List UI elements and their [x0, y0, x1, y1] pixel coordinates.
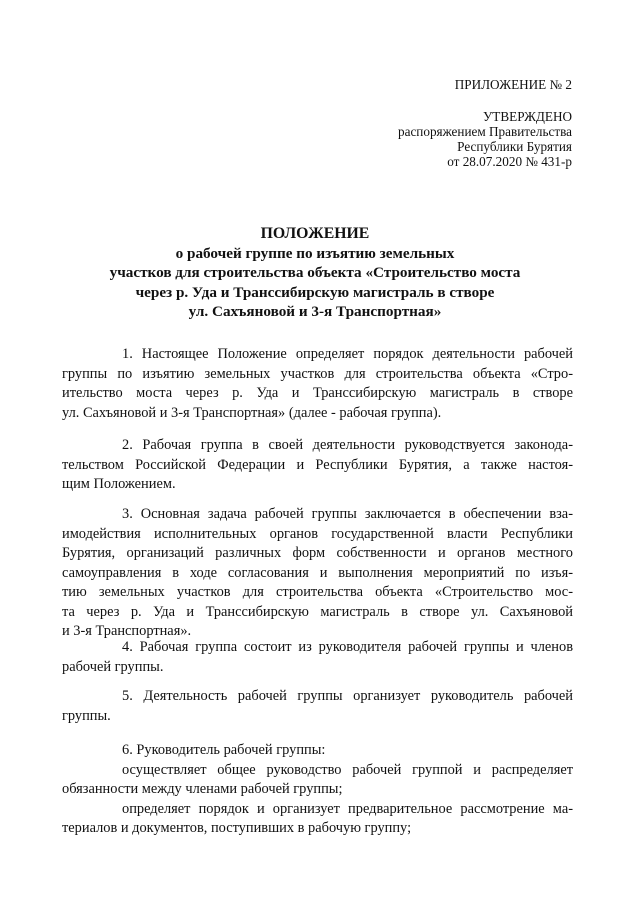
title-line: о рабочей группе по изъятию земельных [175, 244, 455, 262]
approval-stamp [398, 109, 572, 169]
title-line: участков для строительства объекта «Строительство моста [109, 264, 521, 281]
paragraph-line: группы. [62, 707, 111, 724]
paragraph-line: 2. Рабочая группа в своей деятельности руководствуется законода- [122, 437, 573, 453]
paragraph-line: та через р. Уда и Транссибирскую магистраль в створе ул. Сахъяновой [62, 603, 573, 620]
paragraph-line: группы по изъятию земельных участков для строительства объекта «Стро- [62, 365, 573, 382]
paragraph-5 [62, 687, 573, 726]
paragraph-line: 4. Рабочая группа состоит из руководителя рабочей группы и членов [122, 639, 573, 655]
paragraph-line: ул. Сахъяновой и 3-я Транспортная» (далее - рабочая группа). [62, 404, 442, 421]
appendix-label [455, 77, 572, 92]
paragraph-4 [62, 638, 573, 677]
paragraph-line: териалов и документов, поступивших в рабочую группу; [62, 820, 412, 836]
title-line: через р. Уда и Транссибирскую магистраль в створе [135, 283, 495, 301]
paragraph-line: 3. Основная задача рабочей группы заключается в обеспечении вза- [122, 506, 573, 522]
paragraph-line: обязанности между членами рабочей группы; [62, 781, 343, 797]
paragraph-line: щим Положением. [62, 476, 176, 492]
paragraph-6 [62, 741, 573, 839]
paragraph-3 [62, 505, 573, 642]
title-line: ул. Сахъяновой и 3-я Транспортная» [188, 303, 442, 320]
paragraph-line: имодействия исполнительных органов государственной власти Республики [62, 525, 573, 542]
approval-line: Республики Бурятия [457, 139, 572, 154]
paragraph-line: самоуправления в ходе согласования и выполнения мероприятий по изъя- [62, 564, 573, 581]
paragraph-line: тию земельных участков для строительства объекта «Строительство мос- [62, 584, 573, 600]
appendix-text: ПРИЛОЖЕНИЕ № 2 [454, 77, 572, 92]
approval-line: УТВЕРЖДЕНО [482, 109, 572, 124]
paragraph-line: ительство моста через р. Уда и Транссибирскую магистраль в створе [62, 385, 573, 401]
title-heading: ПОЛОЖЕНИЕ [260, 225, 370, 242]
paragraph-line: рабочей группы. [62, 658, 164, 675]
paragraph-line: 6. Руководитель рабочей группы: [122, 742, 326, 758]
paragraph-1 [62, 345, 573, 423]
paragraph-line: Бурятия, организаций различных форм собственности и органов местного [62, 545, 573, 561]
paragraph-line: 5. Деятельность рабочей группы организует руководитель рабочей [122, 688, 573, 704]
approval-line: от 28.07.2020 № 431-р [447, 154, 572, 169]
approval-line: распоряжением Правительства [398, 124, 572, 139]
paragraph-line: тельством Российской Федерации и Республики Бурятия, а также настоя- [62, 456, 573, 473]
paragraph-line: осуществляет общее руководство рабочей группой и распределяет [122, 761, 573, 778]
document-title [60, 224, 570, 322]
paragraph-line: определяет порядок и организует предварительное рассмотрение ма- [122, 800, 573, 817]
paragraph-2 [62, 436, 573, 495]
paragraph-line: 1. Настоящее Положение определяет порядок деятельности рабочей [122, 346, 573, 362]
paragraph-line: и 3-я Транспортная». [62, 623, 192, 639]
